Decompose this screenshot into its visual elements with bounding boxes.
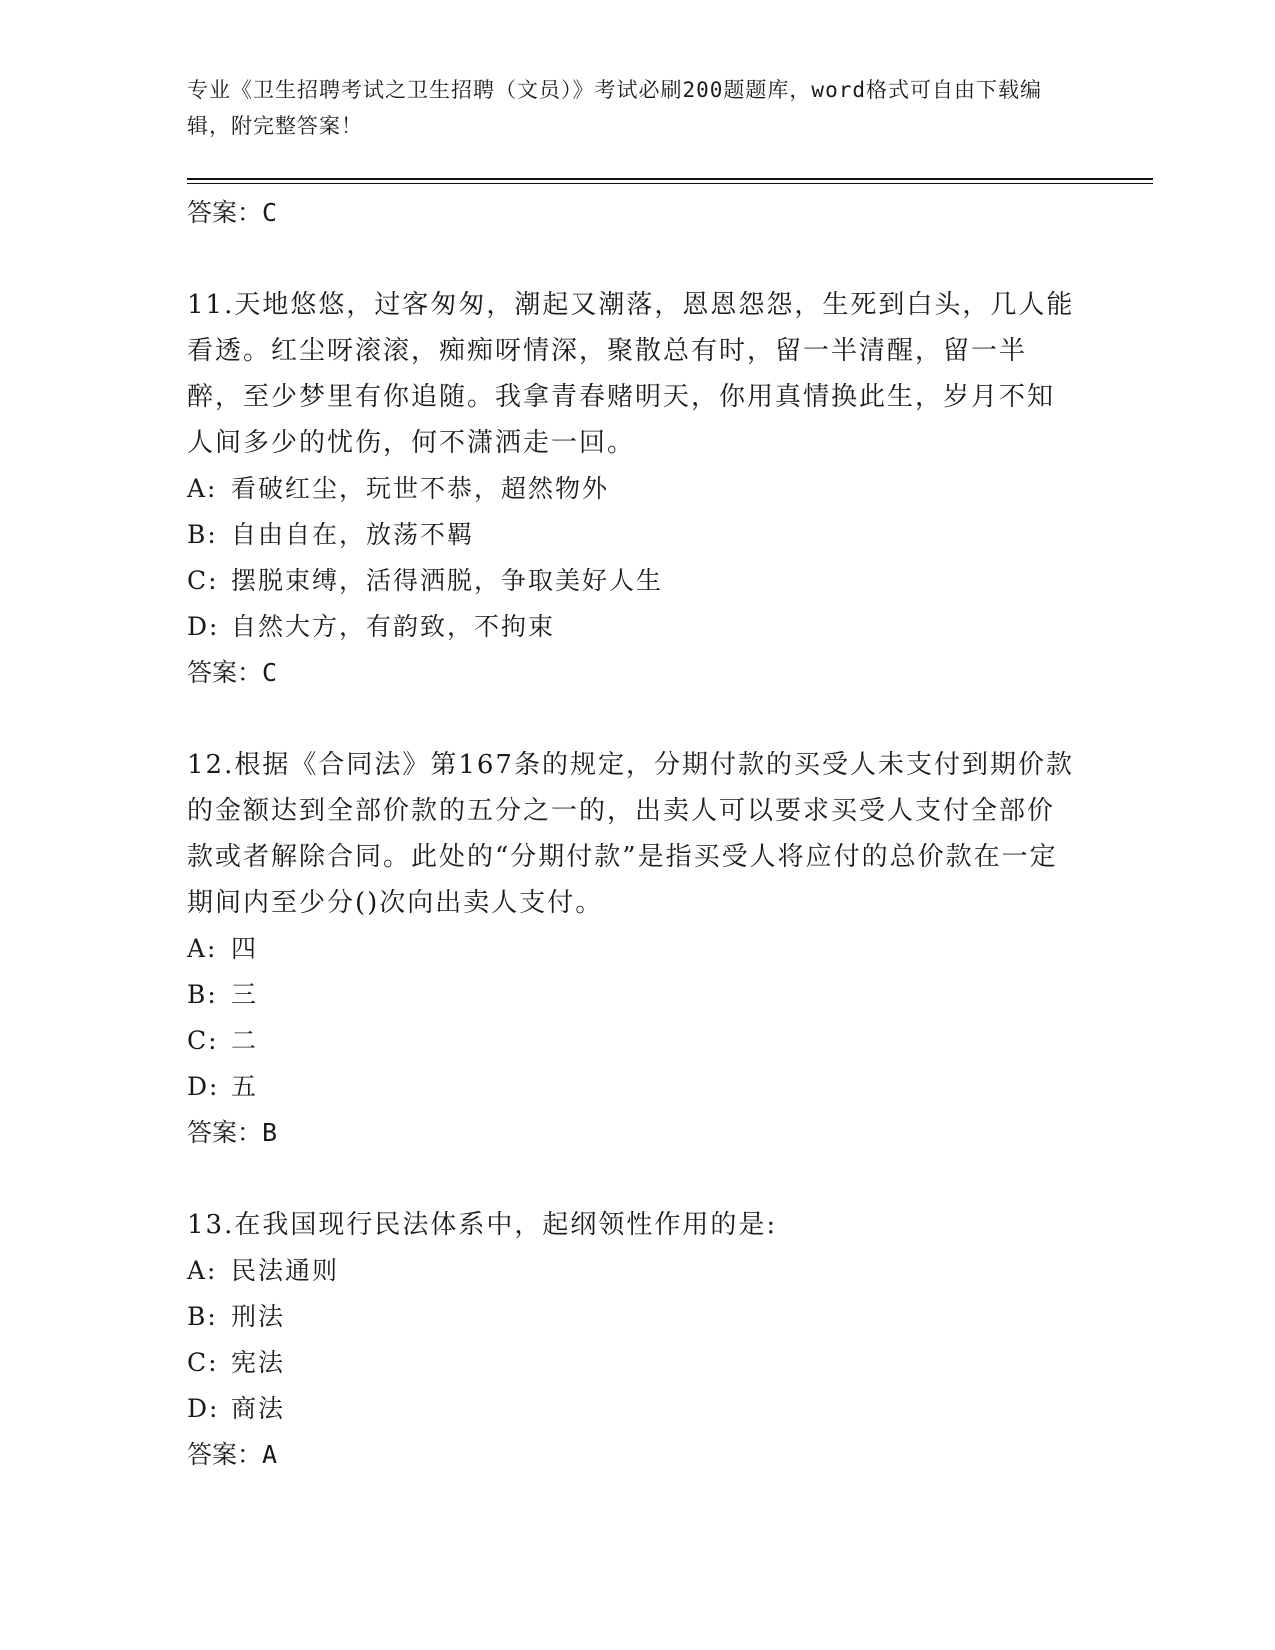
option-text: 商法: [231, 1394, 286, 1423]
option-key: B:: [187, 520, 218, 549]
option-text: 四: [231, 934, 259, 963]
option-b: [187, 972, 1077, 1018]
option-key: B:: [187, 980, 218, 1009]
option-key: A:: [187, 1256, 218, 1285]
option-text: 刑法: [231, 1302, 286, 1331]
header-divider-thin: [187, 183, 1153, 184]
question-text: 13.在我国现行民法体系中，起纲领性作用的是:: [187, 1210, 778, 1240]
question-text: 11.天地悠悠，过客匆匆，潮起又潮落，恩恩怨怨，生死到白头，几人能看透。红尘呀滚滚，痴痴呀情深，聚散总有时，留一半清醒，留一半醉，至少梦里有你追随。我拿青春赌明天，你用真情换此生，岁月不知人间多少的忧伤，何不潇洒走一回。: [187, 290, 1075, 458]
option-key: B:: [187, 1302, 218, 1331]
option-key: D:: [187, 1072, 220, 1101]
option-text: 自然大方，有韵致，不拘束: [231, 612, 556, 641]
option-text: 二: [231, 1026, 259, 1055]
option-text: 民法通则: [231, 1256, 340, 1285]
option-text: 五: [231, 1072, 259, 1101]
answer-line: 答案：C: [187, 658, 278, 687]
document-body: [187, 190, 1077, 1478]
question-11: [187, 282, 1077, 696]
option-a: [187, 926, 1077, 972]
option-text: 宪法: [231, 1348, 286, 1377]
option-a: [187, 1248, 1077, 1294]
answer-line: 答案：A: [187, 1440, 278, 1469]
option-key: C:: [187, 566, 219, 595]
option-key: C:: [187, 1348, 219, 1377]
previous-answer: 答案：C: [187, 198, 278, 227]
option-text: 摆脱束缚，活得洒脱，争取美好人生: [231, 566, 664, 595]
option-d: [187, 604, 1077, 650]
answer-line: 答案：B: [187, 1118, 278, 1147]
option-key: A:: [187, 934, 218, 963]
option-a: [187, 466, 1077, 512]
option-d: [187, 1386, 1077, 1432]
question-text: 12.根据《合同法》第167条的规定，分期付款的买受人未支付到期价款的金额达到全部价款的五分之一的，出卖人可以要求买受人支付全部价款或者解除合同。此处的“分期付款”是指买受人将应付的总价款在一定期间内至少分()次向出卖人支付。: [187, 750, 1074, 918]
option-key: A:: [187, 474, 218, 503]
option-text: 三: [231, 980, 259, 1009]
option-b: [187, 1294, 1077, 1340]
question-12: [187, 742, 1077, 1156]
option-text: 自由自在，放荡不羁: [231, 520, 475, 549]
option-c: [187, 1340, 1077, 1386]
option-text: 看破红尘，玩世不恭，超然物外: [231, 474, 610, 503]
option-d: [187, 1064, 1077, 1110]
option-key: C:: [187, 1026, 219, 1055]
question-13: [187, 1202, 1077, 1478]
header-divider-thick: [187, 178, 1153, 180]
option-key: D:: [187, 1394, 220, 1423]
option-c: [187, 1018, 1077, 1064]
document-header: 专业《卫生招聘考试之卫生招聘（文员）》考试必刷200题题库，word格式可自由下载编辑，附完整答案！: [187, 78, 1042, 138]
option-c: [187, 558, 1077, 604]
option-key: D:: [187, 612, 220, 641]
option-b: [187, 512, 1077, 558]
